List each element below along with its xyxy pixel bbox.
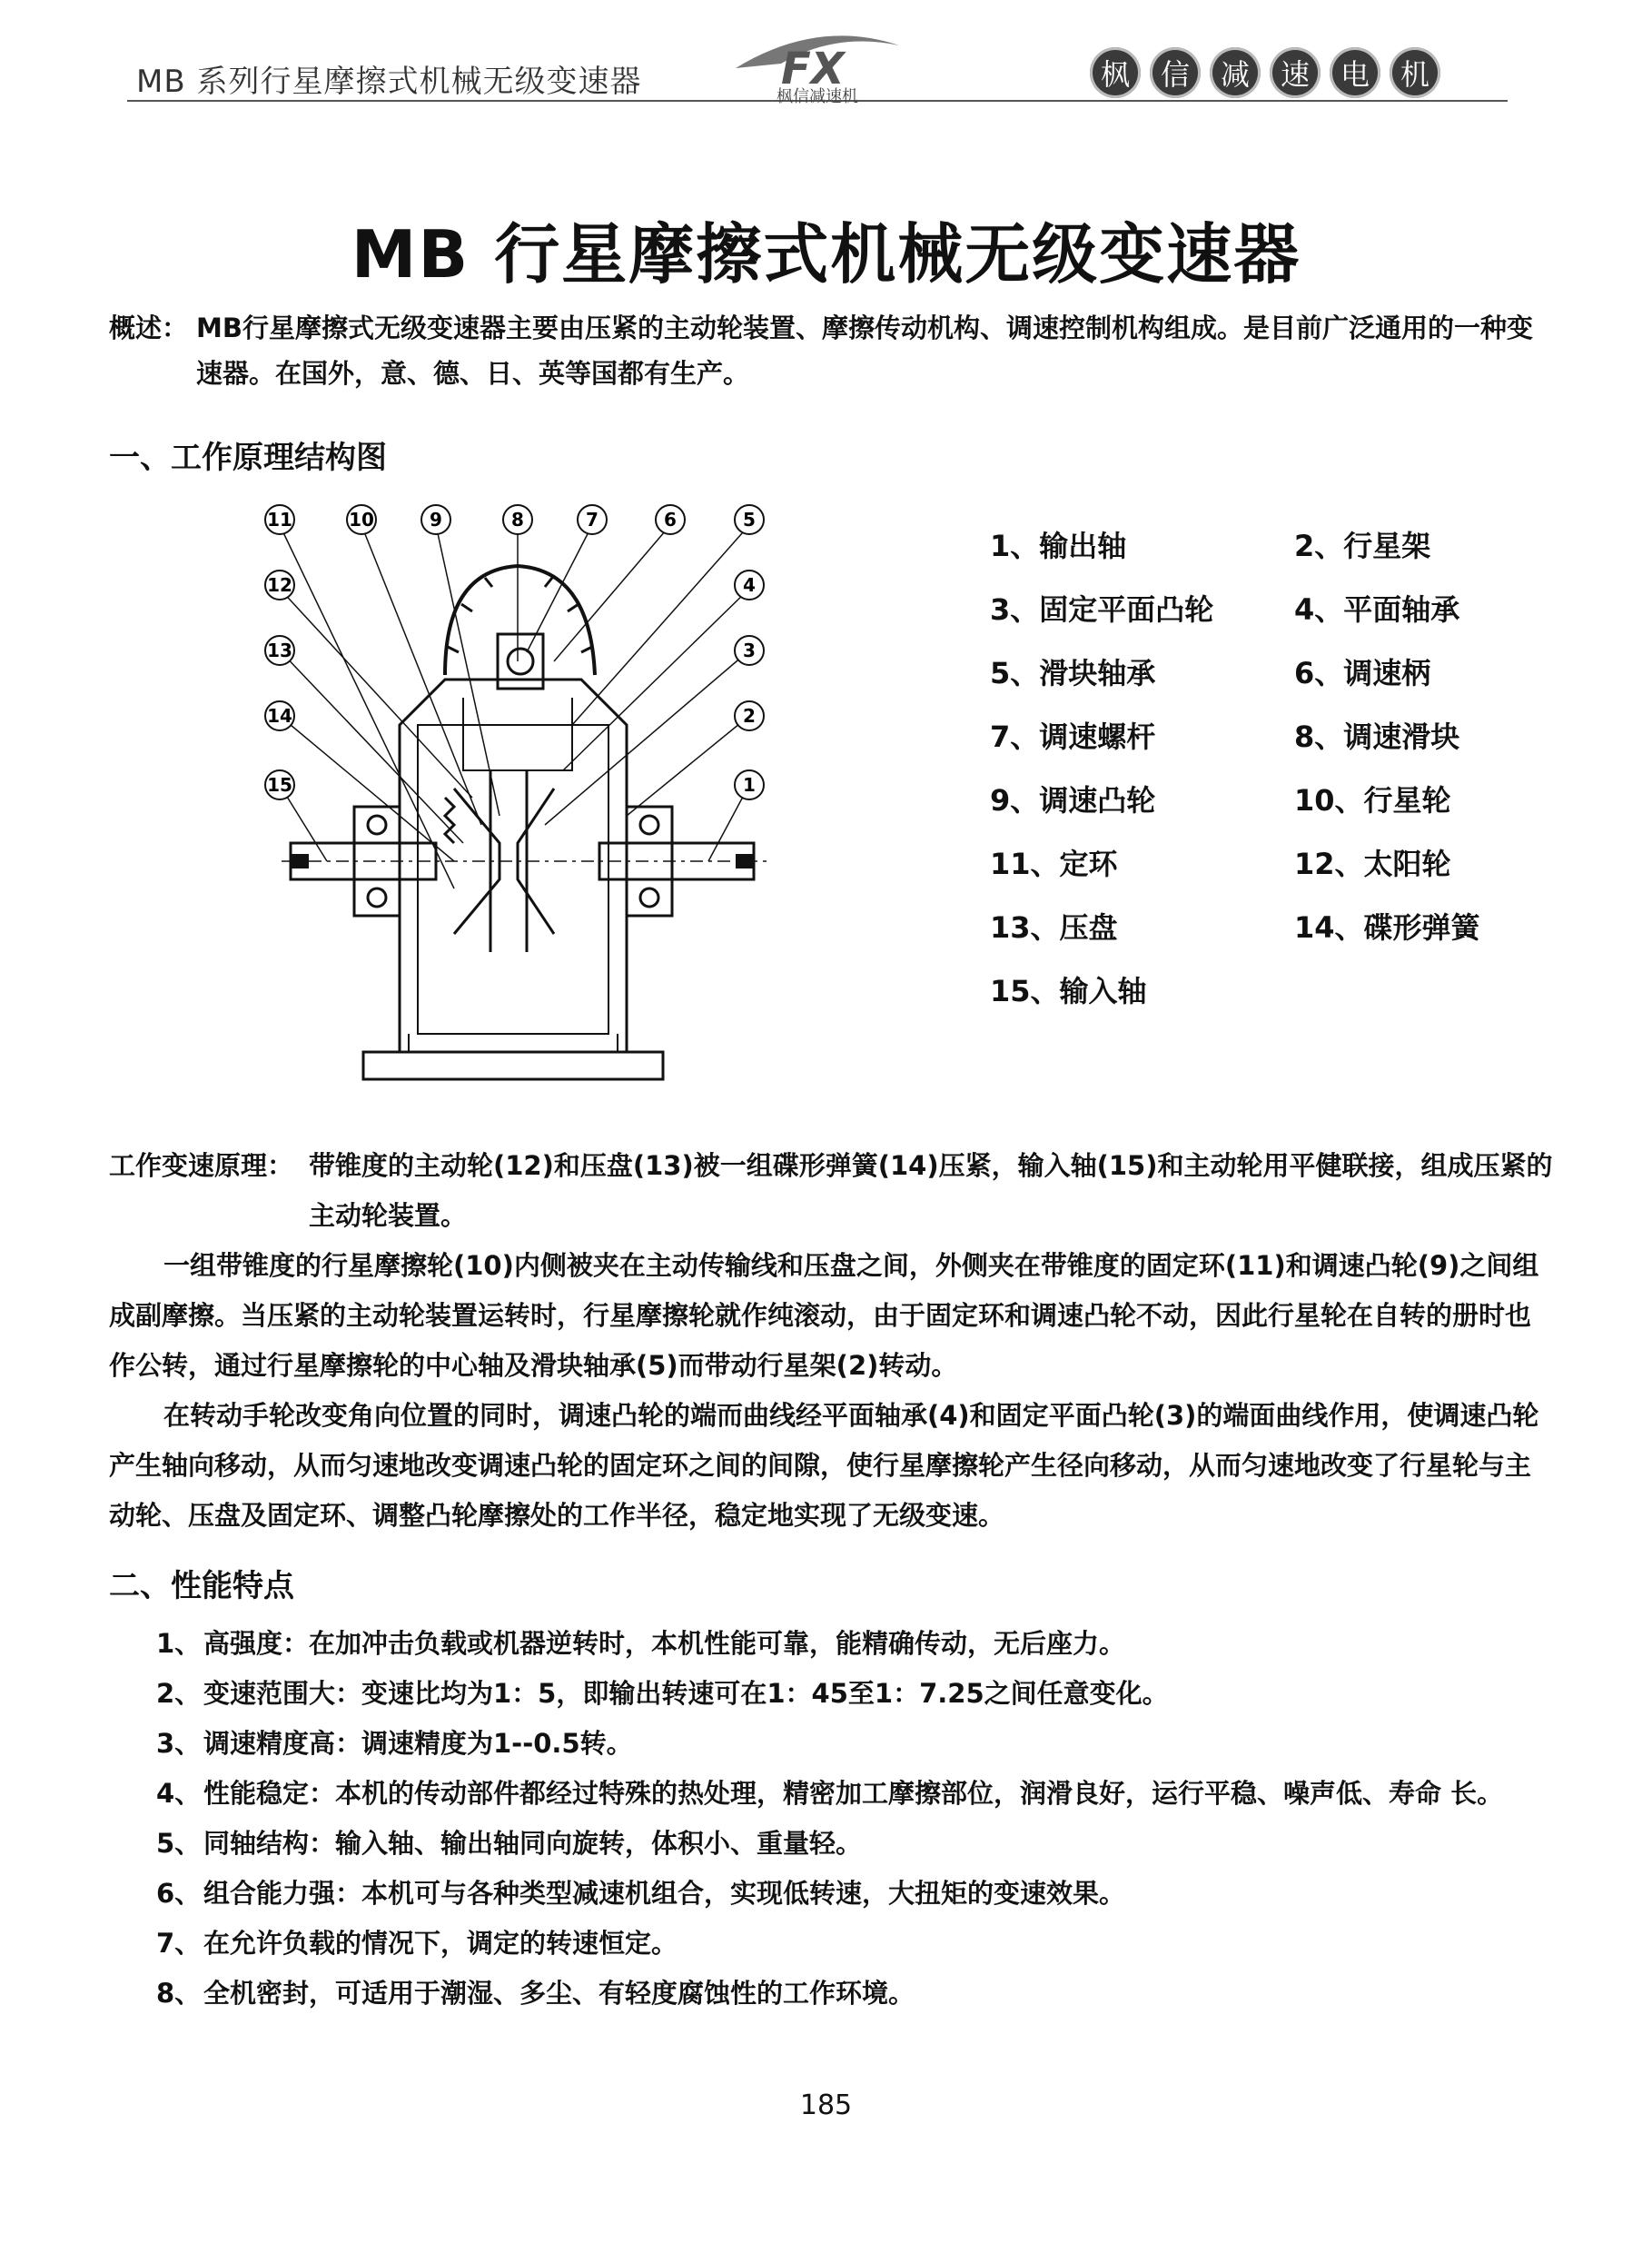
principle-paragraph-3: 在转动手轮改变角向位置的同时，调速凸轮的端而曲线经平面轴承(4)和固定平面凸轮(3)的端面曲线作用，使调速凸轮产生轴向移动，从而匀速地改变调速凸轮的固定环之间的间隙，使行星摩擦轮产生径向移动，从而匀速地改变了行星轮与主动轮、压盘及固定环、调整凸轮摩擦处的工作半径，稳定地实现了无级变速。 xyxy=(109,1400,1539,1531)
feature-number: 7、 xyxy=(156,1928,202,1959)
feature-text: 组合能力强：本机可与各种类型减速机组合，实现低转速，大扭矩的变速效果。 xyxy=(203,1878,1126,1909)
part-item: 11、定环 xyxy=(990,847,1118,881)
brand-char: 速 xyxy=(1270,47,1321,98)
callout-15: 15 xyxy=(267,774,292,796)
page-number: 185 xyxy=(799,2089,853,2121)
feature-item xyxy=(156,1769,1555,1819)
feature-number: 1、 xyxy=(156,1628,202,1659)
callout-13: 13 xyxy=(267,640,292,661)
part-item: 1、输出轴 xyxy=(990,529,1127,563)
page-title: MB 行星摩擦式机械无级变速器 xyxy=(351,216,1301,293)
part-item: 7、调速螺杆 xyxy=(990,720,1156,754)
callout-5: 5 xyxy=(743,509,756,531)
feature-item xyxy=(156,1669,1555,1719)
overview xyxy=(109,305,1553,396)
header-series-title: MB 系列行星摩擦式机械无级变速器 xyxy=(136,64,642,100)
part-item: 15、输入轴 xyxy=(990,974,1147,1008)
feature-number: 3、 xyxy=(156,1728,202,1759)
callout-6: 6 xyxy=(664,509,677,531)
feature-text: 调速精度高：调速精度为1--0.5转。 xyxy=(203,1728,633,1759)
principle-paragraph-2: 一组带锥度的行星摩擦轮(10)内侧被夹在主动传输线和压盘之间，外侧夹在带锥度的固定环(11)和调速凸轮(9)之间组成副摩擦。当压紧的主动轮装置运转时，行星摩擦轮就作纯滚动，由于固定环和调速凸轮不动，因此行星轮在自转的册时也作公转，通过行星摩擦轮的中心轴及滑块轴承(5)而带动行星架(2)转动。 xyxy=(109,1250,1539,1381)
part-item: 4、平面轴承 xyxy=(1294,592,1460,627)
callout-7: 7 xyxy=(586,509,598,531)
feature-number: 8、 xyxy=(156,1978,202,2009)
section-title-structure: 一、工作原理结构图 xyxy=(109,440,387,476)
feature-item xyxy=(156,1919,1555,1969)
part-item: 12、太阳轮 xyxy=(1294,847,1451,881)
feature-item xyxy=(156,1869,1555,1919)
brand-char: 减 xyxy=(1210,47,1261,98)
brand-char: 信 xyxy=(1150,47,1201,98)
callout-11: 11 xyxy=(267,509,292,531)
part-item: 13、压盘 xyxy=(990,910,1118,945)
principle-label: 工作变速原理： xyxy=(109,1150,294,1181)
callout-14: 14 xyxy=(267,705,292,727)
brand-char: 电 xyxy=(1330,47,1380,98)
parts-list xyxy=(990,527,1499,1010)
part-item: 14、碟形弹簧 xyxy=(1294,910,1480,945)
callout-2: 2 xyxy=(743,705,756,727)
part-item: 9、调速凸轮 xyxy=(990,783,1156,818)
features-list xyxy=(156,1619,1555,2019)
part-item: 3、固定平面凸轮 xyxy=(990,592,1214,627)
feature-text: 高强度：在加冲击负载或机器逆转时，本机性能可靠，能精确传动，无后座力。 xyxy=(203,1628,1126,1659)
callout-1: 1 xyxy=(743,774,756,796)
feature-text: 同轴结构：输入轴、输出轴同向旋转，体积小、重量轻。 xyxy=(203,1828,863,1859)
overview-text: MB行星摩擦式无级变速器主要由压紧的主动轮装置、摩擦传动机构、调速控制机构组成。是目前广泛通用的一种变速器。在国外，意、德、日、英等国都有生产。 xyxy=(196,313,1533,389)
principle-paragraph-1: 带锥度的主动轮(12)和压盘(13)被一组碟形弹簧(14)压紧，输入轴(15)和主动轮用平健联接，组成压紧的主动轮装置。 xyxy=(309,1150,1553,1231)
callout-8: 8 xyxy=(511,509,524,531)
brand-char: 枫 xyxy=(1090,47,1141,98)
feature-number: 2、 xyxy=(156,1678,202,1709)
brand-char: 机 xyxy=(1390,47,1440,98)
callout-4: 4 xyxy=(743,574,756,596)
part-item: 5、滑块轴承 xyxy=(990,656,1156,690)
feature-text: 在允许负载的情况下，调定的转速恒定。 xyxy=(203,1928,678,1959)
section-title-features: 二、性能特点 xyxy=(109,1568,294,1604)
working-principle xyxy=(109,1141,1553,1541)
overview-label: 概述： xyxy=(109,313,189,343)
feature-item xyxy=(156,1619,1555,1669)
part-item: 10、行星轮 xyxy=(1294,783,1451,818)
callout-10: 10 xyxy=(349,509,374,531)
logo-text: FX xyxy=(781,44,845,94)
callout-9: 9 xyxy=(430,509,442,531)
feature-number: 6、 xyxy=(156,1878,202,1909)
feature-text: 全机密封，可适用于潮湿、多尘、有轻度腐蚀性的工作环境。 xyxy=(203,1978,915,2009)
feature-item xyxy=(156,1819,1555,1869)
feature-text: 变速范围大：变速比均为1：5，即输出转速可在1：45至1：7.25之间任意变化。 xyxy=(203,1678,1169,1709)
brand-name xyxy=(1090,47,1440,98)
part-item: 8、调速滑块 xyxy=(1294,720,1460,754)
logo-caption: 枫信减速机 xyxy=(777,87,858,106)
callout-12: 12 xyxy=(267,574,292,596)
feature-number: 5、 xyxy=(156,1828,202,1859)
structure-diagram xyxy=(254,498,799,1097)
feature-text: 性能稳定：本机的传动部件都经过特殊的热处理，精密加工摩擦部位，润滑良好，运行平稳、噪声低、寿命 长。 xyxy=(203,1778,1504,1809)
part-item: 6、调速柄 xyxy=(1294,656,1431,690)
feature-item xyxy=(156,1969,1555,2019)
feature-item xyxy=(156,1719,1555,1769)
part-item: 2、行星架 xyxy=(1294,529,1431,563)
feature-number: 4、 xyxy=(156,1778,202,1809)
callout-3: 3 xyxy=(743,640,756,661)
